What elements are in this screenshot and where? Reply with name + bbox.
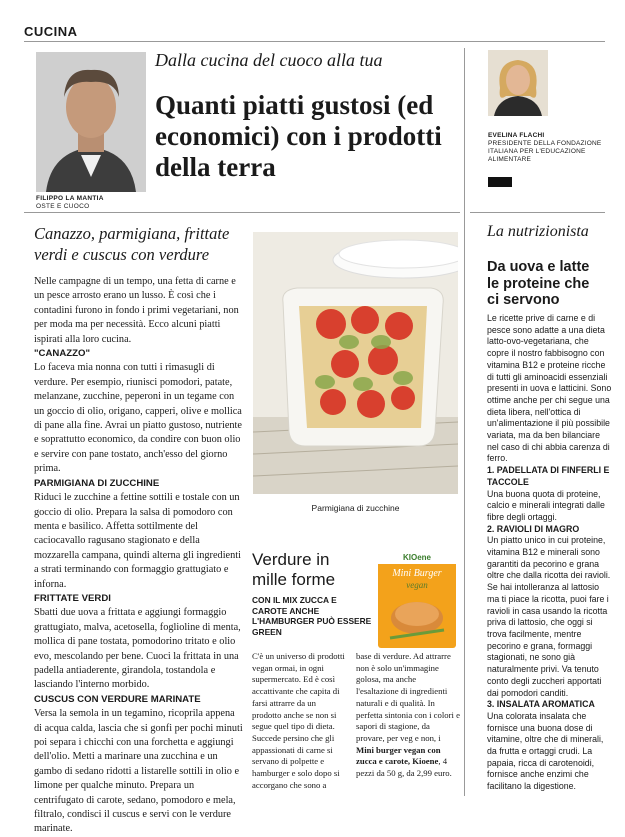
mid-divider-right <box>470 212 605 213</box>
section-subheading: PARMIGIANA DI ZUCCHINE <box>34 477 160 489</box>
paragraph: Una buona quota di proteine, calcio e minerali integrati dalle fibre degli ortaggi. <box>487 488 605 522</box>
section-subheading: 2. RAVIOLI DI MAGRO <box>487 523 580 534</box>
logo-block <box>488 177 512 187</box>
section-subheading: "CANAZZO" <box>34 348 90 360</box>
paragraph: Una colorata insalata che fornisce una buona dose di vitamine, oltre che di minerali, da frutta e ortaggi crudi. La papaia, ricca di carotenoidi, fornisce anche enzimi che facilitano la digestione. <box>487 710 604 792</box>
section-subheading: 3. INSALATA AROMATICA <box>487 699 595 710</box>
box-text-2 <box>356 651 460 780</box>
box-text-2a: base di verdure. Ad attrarre non è solo un'immagine golosa, ma anche l'esaltazione di ingredienti naturali e di qualità. In perfetta sintonia con i colori e sapori di stagione, da provare, per veg e non, i <box>356 651 460 743</box>
section-subheading: CUSCUS CON VERDURE MARINATE <box>34 693 201 705</box>
product-package-image <box>376 548 458 650</box>
chef-role: OSTE E CUOCO <box>36 203 90 210</box>
mid-divider <box>24 212 460 213</box>
nutritionist-caption <box>488 132 608 164</box>
nutritionist-title: Da uova e latte le proteine che ci servono <box>487 259 590 308</box>
paragraph: Riduci le zucchine a fettine sottili e tostale con un goccio di olio. Prepara la salsa di pomodoro con menta e basilico. Affetta sottilmente del caciocavallo ragusano stagionato e della mozzarella campana, quindi alterna gli ingredienti a strati terminando con formaggio grattugiato e inforna. <box>34 492 241 590</box>
box-text-2b: , 4 pezzi da 50 g, da 2,99 euro. <box>356 756 452 779</box>
nutritionist-body <box>487 313 612 793</box>
nutritionist-role: PRESIDENTE DELLA FONDAZIONE ITALIANA PER L'EDUCAZIONE ALIMENTARE <box>488 140 602 163</box>
product-line1: Mini Burger <box>392 568 442 579</box>
box-subtitle: CON IL MIX ZUCCA E CAROTE ANCHE L'HAMBURGER PUÒ ESSERE GREEN <box>252 595 372 637</box>
paragraph: Sbatti due uova a frittata e aggiungi formaggio grattugiato, malva, acetosella, foglioline di menta, mollica di pane tostata, pomodorino tritato e olio evo, mescolando per bene. Cuoci la frittata in una padella antiaderente, girandola, tostandola e lasciando l'interno morbido. <box>34 607 241 691</box>
section-subheading: FRITTATE VERDI <box>34 592 111 604</box>
paragraph: Nelle campagne di un tempo, una fetta di carne e un pesce arrosto erano un lusso. È così che i contadini furono in fondo i primi vegetariani, non per moda ma per necessità. Ecco alcuni piatti ispirati alla loro cucina. <box>34 276 239 345</box>
paragraph: Un piatto unico in cui proteine, vitamina B12 e minerali sono garantiti da pecorino e grana oltre che dalla ricotta dei ravioli. Se hai intolleranza al lattosio ma ti piace la ricotta, puoi fare i ravioli in casa usando la ricotta priva di lattosio, che oggi si trova facilmente, mentre pecorino e grana, formaggi stagionati, ne sono già naturalmente privi. Va tenuto conto degli zuccheri apportati dai pomodori canditi. <box>487 535 611 698</box>
box-text-1: C'è un universo di prodotti vegan ormai, in ogni supermercato. Ed è così accattivante che capita di farsi attrarre da un prodotto anche se non si segue quel tipo di dieta. Succede persino che gli appassionati di carne si servano di polpette e hamburger e solo dopo si accorgano che sono a <box>252 651 345 790</box>
box-title: Verdure in mille forme <box>252 550 336 589</box>
nutritionist-name: EVELINA FLACHI <box>488 132 545 139</box>
product-line2: vegan <box>406 580 428 590</box>
chef-portrait <box>36 52 146 192</box>
product-brand: KIOene <box>402 553 432 562</box>
nutritionist-portrait <box>488 50 548 116</box>
kicker: Dalla cucina del cuoco alla tua <box>155 50 383 70</box>
photo-caption: Parmigiana di zucchine <box>311 503 400 513</box>
box-column-1 <box>252 651 347 791</box>
recipes-heading: Canazzo, parmigiana, frittate verdi e cuscus con verdure <box>34 224 230 264</box>
paragraph: Versa la semola in un tegamino, ricoprila appena di acqua calda, lascia che si gonfi per pochi minuti poi separa i chicchi con una forchetta e aggiungi dell'olio. Metti a marinare una zucchina e un gambo di sedano ridotti a listarelle sottili in olio e limone per qualche minuto. Prepara un centrifugato di carote, sedano, pomodoro e mela, filtralo, condisci il cuscus e servi con le verdure marinate. <box>34 708 243 835</box>
top-divider <box>24 41 605 42</box>
recipes-body <box>34 275 244 837</box>
box-product-name: Mini burger vegan con zucca e carote, Kioene <box>356 744 441 767</box>
column-divider <box>464 48 465 796</box>
section-label: CUCINA <box>24 24 78 39</box>
section-subheading: 1. PADELLATA DI FINFERLI E TACCOLE <box>487 465 610 487</box>
dish-photo <box>253 232 458 494</box>
headline: Quanti piatti gustosi (ed economici) con i prodotti della terra <box>155 90 442 182</box>
nutritionist-heading: La nutrizionista <box>487 223 589 240</box>
box-column-2 <box>356 651 460 780</box>
paragraph: Lo faceva mia nonna con tutti i rimasugli di verdure. Per esempio, riunisci pomodori, patate, melanzane, zucchine, peperoni in un tegame con un goccio di olio, origano, capperi, olive e mollica di pane alla fine. Avrai un piatto gustoso, nutriente e soprattutto economico, da condire con buon olio e servire con pane tostato, anch'esso del giorno prima. <box>34 362 242 475</box>
chef-name: FILIPPO LA MANTIA <box>36 195 104 202</box>
chef-caption <box>36 195 104 211</box>
paragraph: Le ricette prive di carne e di pesce sono adatte a una dieta latto-ovo-vegetariana, che copre il nostro fabbisogno con vitamina B12 e proteine ricche di tutti gli aminoacidi essenziali presenti in uova e latticini. Sono ottime anche per chi segue una dieta libera, nell'ottica di un'alimentazione il più possibile variata, ma da ben bilanciare nel caso di chi abbia carenza di ferro. <box>487 313 612 464</box>
